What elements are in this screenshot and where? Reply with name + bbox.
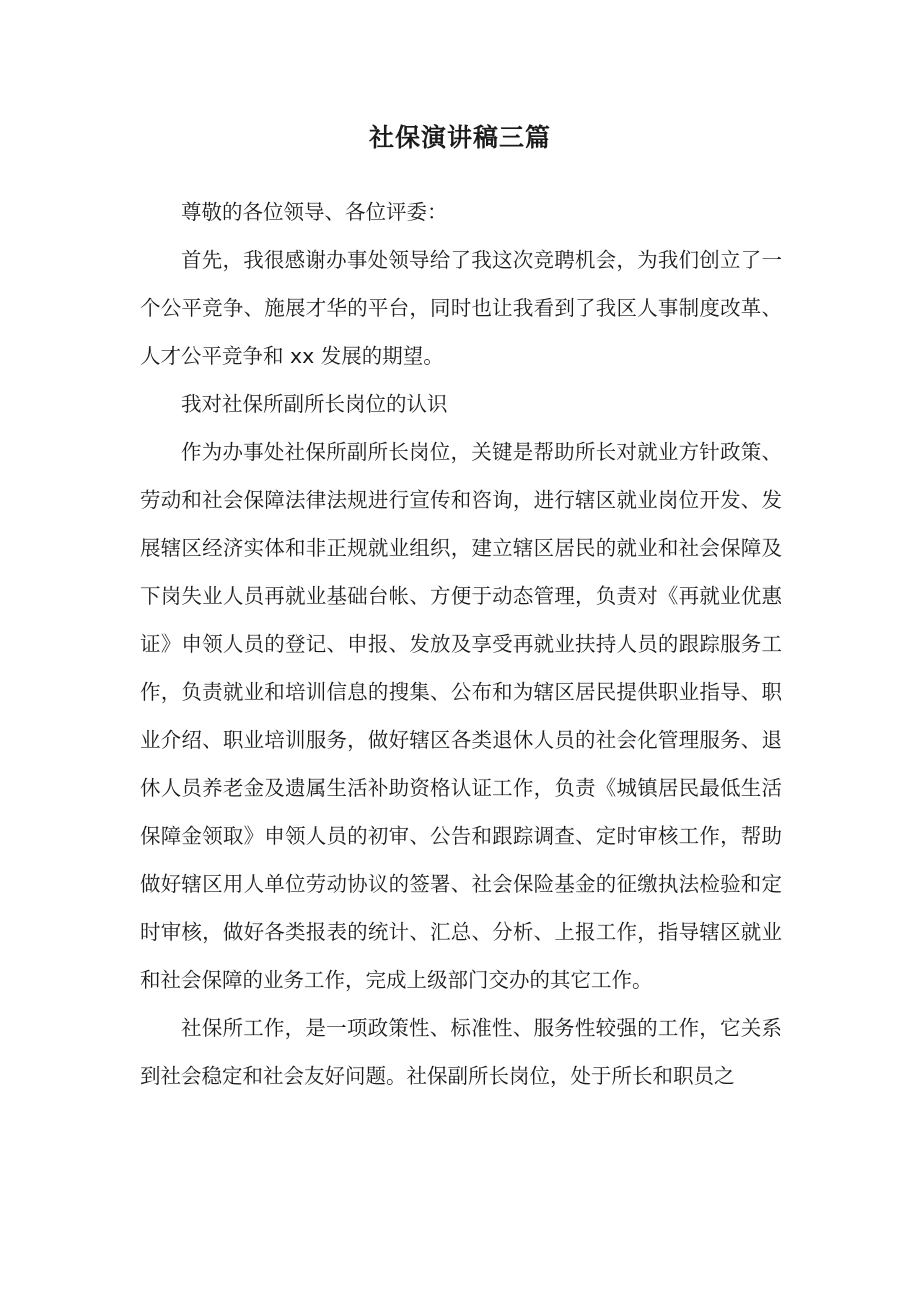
document-body xyxy=(140,188,782,1100)
body-paragraph: 首先，我很感谢办事处领导给了我这次竞聘机会，为我们创立了一个公平竞争、施展才华的平台，同时也让我看到了我区人事制度改革、人才公平竞争和 xx 发展的期望。 xyxy=(140,248,782,368)
body-paragraph: 社保所工作，是一项政策性、标准性、服务性较强的工作，它关系到社会稳定和社会友好问题。社保副所长岗位，处于所长和职员之 xyxy=(140,1016,782,1088)
salutation-paragraph: 尊敬的各位领导、各位评委： xyxy=(181,200,448,224)
section-heading: 我对社保所副所长岗位的认识 xyxy=(181,392,448,416)
document-title: 社保演讲稿三篇 xyxy=(368,123,551,152)
body-paragraph: 作为办事处社保所副所长岗位，关键是帮助所长对就业方针政策、劳动和社会保障法律法规进行宣传和咨询，进行辖区就业岗位开发、发展辖区经济实体和非正规就业组织，建立辖区居民的就业和社会保障及下岗失业人员再就业基础台帐、方便于动态管理，负责对《再就业优惠证》申领人员的登记、申报、发放及享受再就业扶持人员的跟踪服务工作，负责就业和培训信息的搜集、公布和为辖区居民提供职业指导、职业介绍、职业培训服务，做好辖区各类退休人员的社会化管理服务、退休人员养老金及遗属生活补助资格认证工作，负责《城镇居民最低生活保障金领取》申领人员的初审、公告和跟踪调查、定时审核工作，帮助做好辖区用人单位劳动协议的签署、社会保险基金的征缴执法检验和定时审核，做好各类报表的统计、汇总、分析、上报工作，指导辖区就业和社会保障的业务工作，完成上级部门交办的其它工作。 xyxy=(140,440,782,992)
